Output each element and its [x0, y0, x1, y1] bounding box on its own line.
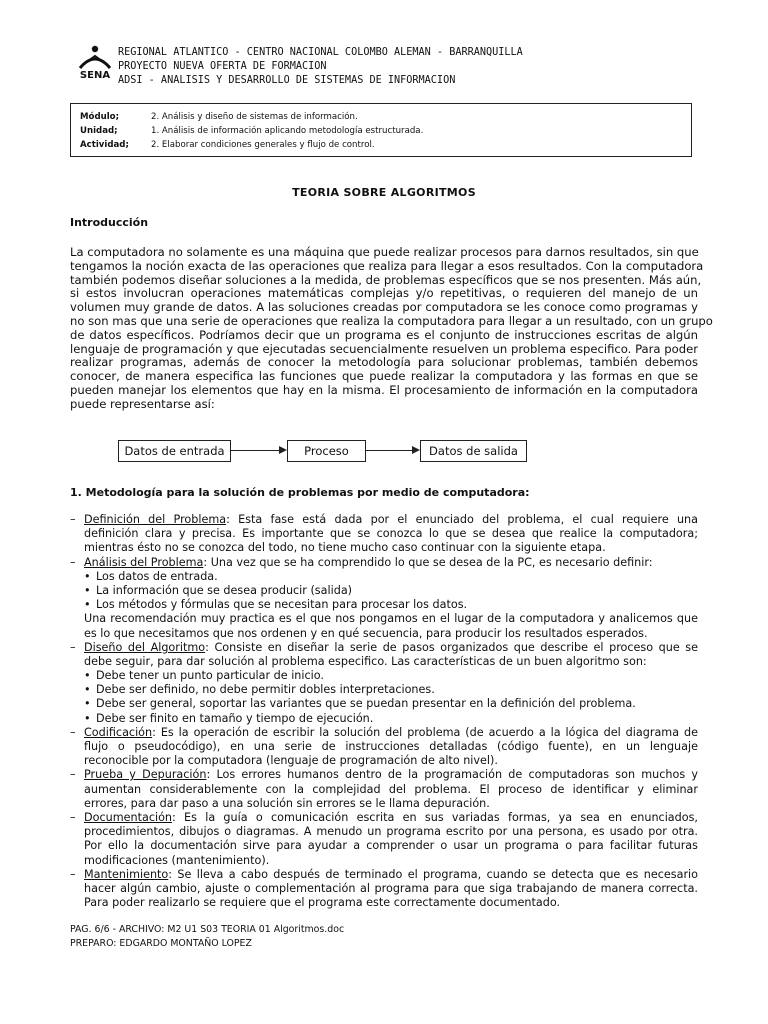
paragraph-line: también podemos diseñar soluciones a la medida, de problemas específicos que se nos presenten. Más aún,	[70, 272, 702, 287]
step-text: : Una vez que se ha comprendido lo que se desea de la PC, es necesario definir:	[203, 555, 653, 569]
intro-paragraph	[70, 245, 713, 412]
step-text: flujo o pseudocódigo), en una serie de instrucciones detalladas (código fuente), en un lenguaje	[84, 740, 698, 753]
step-text: reconocible por la computadora (lenguaje de programación de alto nivel).	[84, 754, 498, 768]
paragraph-line: tengamos la noción exacta de las operaciones que realiza para llegar a esos resultados. Con la computadora	[70, 258, 704, 273]
step-text: : Consiste en diseñar la serie de pasos organizados que describe el proceso que se	[205, 640, 698, 654]
bullet-item: Debe tener un punto particular de inicio.	[96, 669, 324, 683]
step-term: Prueba y Depuración	[84, 768, 207, 782]
info-label: Unidad;	[80, 126, 118, 136]
header-line-2: PROYECTO NUEVA OFERTA DE FORMACION	[118, 61, 327, 72]
list-item: – Análisis del Problema: Una vez que se ha comprendido lo que se desea de la PC, es necesario definir:	[70, 555, 653, 569]
info-value: 2. Elaborar condiciones generales y flujo de control.	[151, 140, 375, 150]
flow-process-box: Proceso	[287, 440, 366, 462]
paragraph-line: lenguaje de programación y que ejecutadas secuencialmente resuelven un problema especifico. Para poder	[70, 341, 698, 356]
footer-author: PREPARO: EDGARDO MONTAÑO LOPEZ	[70, 938, 252, 949]
bullet-item: La información que se desea producir (salida)	[96, 583, 353, 597]
paragraph-line: no son mas que una serie de operaciones que realiza la computadora para llegar a un resultado, con un grupo	[70, 313, 713, 328]
header-line-3: ADSI - ANALISIS Y DESARROLLO DE SISTEMAS DE INFORMACION	[118, 75, 456, 86]
page-footer	[70, 923, 344, 951]
flow-arrow-line	[366, 450, 412, 451]
paragraph-line: si estos involucran operaciones matemáticas complejas y/o repetitivas, o requieren del manejo de un	[70, 286, 698, 301]
step-text: hacer algún cambio, ajuste o complementación al programa para que siga trabajando de manera correcta.	[84, 881, 698, 895]
list-item: – Definición del Problema: Esta fase está dada por el enunciado del problema, el cual requiere una	[70, 513, 698, 526]
step-text: procedimientos, dibujos o diagramas. A menudo un programa escrito por una persona, es usado por otra.	[84, 825, 698, 839]
step-text: definición clara y precisa. Es importante que se conozca lo que se desea que realice la computadora;	[84, 527, 698, 541]
step-text: : Se lleva a cabo después de terminado el programa, cuando se detecta que es necesario	[168, 867, 698, 881]
step-text: : Es la operación de escribir la solución del problema (de acuerdo a la lógica del diagrama de	[152, 725, 698, 739]
step-term: Codificación	[84, 725, 153, 739]
step-text: Una recomendación muy practica es el que nos pongamos en el lugar de la computadora y analicemos que	[84, 612, 698, 626]
paragraph-line: puede representarse así:	[70, 396, 215, 411]
step-text: : Es la guía o comunicación escrita en sus variadas formas, ya sea en enunciados,	[172, 810, 698, 824]
paragraph-line: La computadora no solamente es una máquina que puede realizar procesos para darnos resultados, sin que	[70, 245, 699, 259]
intro-heading: Introducción	[70, 216, 149, 229]
info-label: Actividad;	[80, 140, 129, 150]
step-text: Por ello la documentación sirve para ayudar a comprender o usar un programa o para facilitar futuras	[84, 839, 698, 853]
flow-arrow-line	[231, 450, 279, 451]
paragraph-line: pueden manejar los elementos que hay en la misma. El procesamiento de información en la computadora	[70, 382, 698, 397]
list-item: – Mantenimiento: Se lleva a cabo después de terminado el programa, cuando se detecta que es necesario	[70, 867, 698, 881]
paragraph-line: realizar programas, además de conocer la metodología para solucionar problemas, también debemos	[70, 355, 698, 370]
step-term: Mantenimiento	[84, 867, 169, 881]
flow-input-box: Datos de entrada	[118, 440, 231, 462]
institution-header	[118, 46, 523, 88]
flow-output-box: Datos de salida	[420, 440, 527, 462]
step-text: : Esta fase está dada por el enunciado del problema, el cual requiere una	[226, 513, 698, 526]
list-item: – Diseño del Algoritmo: Consiste en diseñar la serie de pasos organizados que describe el proceso que se	[70, 640, 698, 654]
section-1-heading: 1. Metodología para la solución de problemas por medio de computadora:	[70, 486, 530, 499]
arrow-right-icon	[279, 446, 287, 454]
sena-logo-icon	[74, 44, 116, 84]
step-text: debe seguir, para dar solución al problema especifico. Las características de un buen algoritmo son:	[84, 654, 647, 668]
step-term: Análisis del Problema	[84, 555, 204, 569]
bullet-item: Los métodos y fórmulas que se necesitan para procesar los datos.	[96, 598, 468, 612]
bullet-item: Debe ser definido, no debe permitir dobles interpretaciones.	[96, 683, 435, 697]
logo-text: SENA	[79, 70, 111, 81]
step-term: Diseño del Algoritmo	[84, 640, 206, 654]
step-text: errores, para dar paso a una solución sin errores se le llama depuración.	[84, 796, 490, 810]
bullet-item: Los datos de entrada.	[96, 569, 218, 583]
methodology-list: – Definición del Problema: Esta fase está dada por el enunciado del problema, el cual requiere una definición clara y precisa. Es importante que se conozca lo que se desea que realice la computadora; mientras ésto no se conozca del todo, no tiene mucho caso continuar con la siguiente etapa. – Análisis del Problema: Una vez que se ha comprendido lo que se desea de la PC, es necesario definir: • Los datos de entrada. • La información que se desea producir (salida) • Los métodos y fórmulas que se necesitan para procesar los datos. Una recomendación muy practica es el que nos pongamos en el lugar de la computadora y analicemos que es lo que necesitamos que nos ordenen y en qué secuencia, para producir los resultados esperados. – Diseño del Algoritmo: Consiste en diseñar la serie de pasos organizados que describe el proceso que se debe seguir, para dar solución al problema especifico. Las características de un buen algoritmo son: • Debe tener un punto particular de inicio. • Debe ser definido, no debe permitir dobles interpretaciones. • Debe ser general, soportar las variantes que se puedan presentar en la definición del problema. • Debe ser finito en tamaño y tiempo de ejecución. – Codificación: Es la operación de escribir la solución del problema (de acuerdo a la lógica del diagrama de flujo o pseudocódigo), en una serie de instrucciones detalladas (código fuente), en un lenguaje reconocible por la computadora (lenguaje de programación de alto nivel). – Prueba y Depuración: Los errores humanos dentro de la programación de computadoras son muchos y aumentan considerablemente con la complejidad del problema. El proceso de identificar y eliminar errores, para dar paso a una solución sin errores se le llama depuración. – Documentación: Es la guía o comunicación escrita en sus variadas formas, ya sea en enunciados, procedimientos, dibujos o diagramas. A menudo un programa escrito por una persona, es usado por otra. Por ello la documentación sirve para ayudar a comprender o usar un programa o para facilitar futuras modificaciones (mantenimiento). – Mantenimiento: Se lleva a cabo después de terminado el programa, cuando se detecta que es necesario hacer algún cambio, ajuste o complementación al programa para que siga trabajando de manera correcta. Para poder realizarlo se requiere que el programa este correctamente documentado.	[70, 513, 698, 910]
step-text: mientras ésto no se conozca del todo, no tiene mucho caso continuar con la siguiente etapa.	[84, 541, 606, 555]
info-value: 1. Análisis de información aplicando metodología estructurada.	[151, 126, 424, 136]
bullet-item: Debe ser general, soportar las variantes que se puedan presentar en la definición del problema.	[96, 697, 636, 711]
step-term: Definición del Problema	[84, 513, 227, 526]
step-text: es lo que necesitamos que nos ordenen y en qué secuencia, para producir los resultados esperados.	[84, 626, 648, 640]
footer-file-info: PAG. 6/6 - ARCHIVO: M2 U1 S03 TEORIA 01 Algoritmos.doc	[70, 924, 345, 935]
paragraph-line: conocer, de manera especifica las funciones que puede realizar la computadora y las formas en que se	[70, 369, 698, 384]
step-text: Para poder realizarlo se requiere que el programa este correctamente documentado.	[84, 896, 561, 910]
info-label: Módulo;	[80, 112, 120, 122]
arrow-right-icon	[412, 446, 420, 454]
info-value: 2. Análisis y diseño de sistemas de información.	[151, 112, 358, 122]
list-item: – Prueba y Depuración: Los errores humanos dentro de la programación de computadoras son muchos y	[70, 768, 698, 782]
paragraph-line: de datos específicos. Podríamos decir que un programa es el conjunto de instrucciones escritas de algún	[70, 327, 698, 342]
header-line-1: REGIONAL ATLANTICO - CENTRO NACIONAL COLOMBO ALEMAN - BARRANQUILLA	[118, 47, 523, 58]
step-term: Documentación	[84, 810, 173, 824]
step-text: modificaciones (mantenimiento).	[84, 853, 270, 867]
list-item: – Documentación: Es la guía o comunicación escrita en sus variadas formas, ya sea en enunciados,	[70, 810, 698, 824]
page-title: TEORIA SOBRE ALGORITMOS	[292, 186, 476, 199]
paragraph-line: volumen muy grande de datos. A las soluciones creadas por computadora se les conoce como programas y	[70, 300, 698, 315]
step-text: aumentan considerablemente con la complejidad del problema. El proceso de identificar y eliminar	[84, 782, 698, 796]
bullet-item: Debe ser finito en tamaño y tiempo de ejecución.	[96, 711, 374, 725]
list-item: – Codificación: Es la operación de escribir la solución del problema (de acuerdo a la lógica del diagrama de	[70, 725, 698, 739]
module-info-box	[70, 103, 692, 157]
step-text: : Los errores humanos dentro de la programación de computadoras son muchos y	[206, 768, 698, 782]
